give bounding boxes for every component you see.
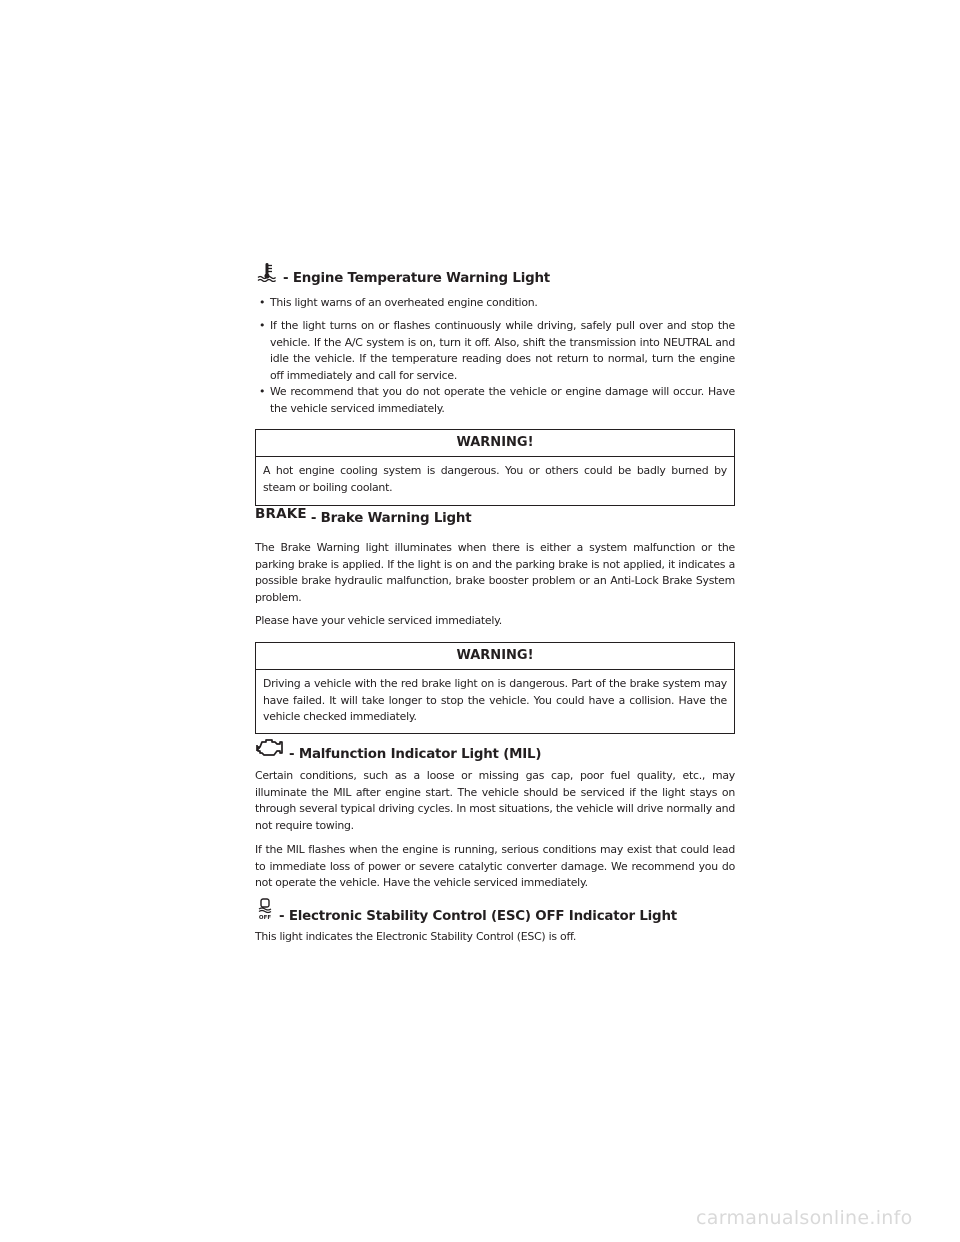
brake-warning-box: [255, 642, 735, 734]
esc-off-heading: [255, 898, 677, 924]
check-engine-icon: [255, 738, 285, 762]
watermark: carmanualsonline.info: [696, 1207, 913, 1229]
mil-heading: [255, 738, 541, 762]
engine-temp-title: - Engine Temperature Warning Light: [283, 271, 551, 286]
engine-temp-warning-box: [255, 429, 735, 506]
mil-title: - Malfunction Indicator Light (MIL): [289, 747, 542, 762]
esc-off-icon: [255, 898, 275, 924]
engine-temp-bullet-3: • We recommend that you do not operate the vehicle or engine damage will occur. Have the vehicle serviced immediately.: [255, 384, 735, 417]
brake-paragraph-1: The Brake Warning light illuminates when there is either a system malfunction or the parking brake is applied. If the light is on and the parking brake is not applied, it indicates a possible brake hydraulic malfunction, brake booster problem or an Anti-Lock Brake System problem.: [255, 541, 735, 604]
engine-temp-bullet-2: • If the light turns on or flashes continuously while driving, safely pull over and stop the vehicle. If the A/C system is on, turn it off. Also, shift the transmission into NEUTRAL and idle the vehicle. If the temperature reading does not return to normal, turn the engine off immediately and call for service.: [255, 318, 735, 384]
mil-paragraph-1: Certain conditions, such as a loose or missing gas cap, poor fuel quality, etc., may illuminate the MIL after engine start. The vehicle should be serviced if the light stays on through several typical driving cycles. In most situations, the vehicle will drive normally and not require towing.: [255, 769, 735, 832]
brake-heading: [255, 506, 472, 526]
esc-off-paragraph-1: This light indicates the Electronic Stability Control (ESC) is off.: [255, 930, 577, 943]
warning-title: WARNING!: [256, 643, 734, 670]
engine-temp-bullet-1: • This light warns of an overheated engine condition.: [255, 295, 735, 312]
warning-body: A hot engine cooling system is dangerous. You or others could be badly burned by steam or boiling coolant.: [263, 464, 727, 494]
brake-icon: BRAKE: [255, 506, 307, 522]
brake-paragraph-2: Please have your vehicle serviced immediately.: [255, 614, 502, 627]
esc-off-title: - Electronic Stability Control (ESC) OFF Indicator Light: [279, 909, 677, 924]
warning-title: WARNING!: [256, 430, 734, 457]
engine-temperature-icon: [255, 262, 279, 286]
warning-body: Driving a vehicle with the red brake light on is dangerous. Part of the brake system may have failed. It will take longer to stop the vehicle. You could have a collision. Have the vehicle checked immediately.: [263, 677, 727, 724]
brake-title: - Brake Warning Light: [310, 511, 472, 526]
mil-paragraph-2: If the MIL flashes when the engine is running, serious conditions may exist that could lead to immediate loss of power or severe catalytic converter damage. We recommend you do not operate the vehicle. Have the vehicle serviced immediately.: [255, 843, 735, 890]
engine-temp-heading: [255, 262, 550, 286]
esc-off-icon-text: OFF: [258, 915, 272, 920]
